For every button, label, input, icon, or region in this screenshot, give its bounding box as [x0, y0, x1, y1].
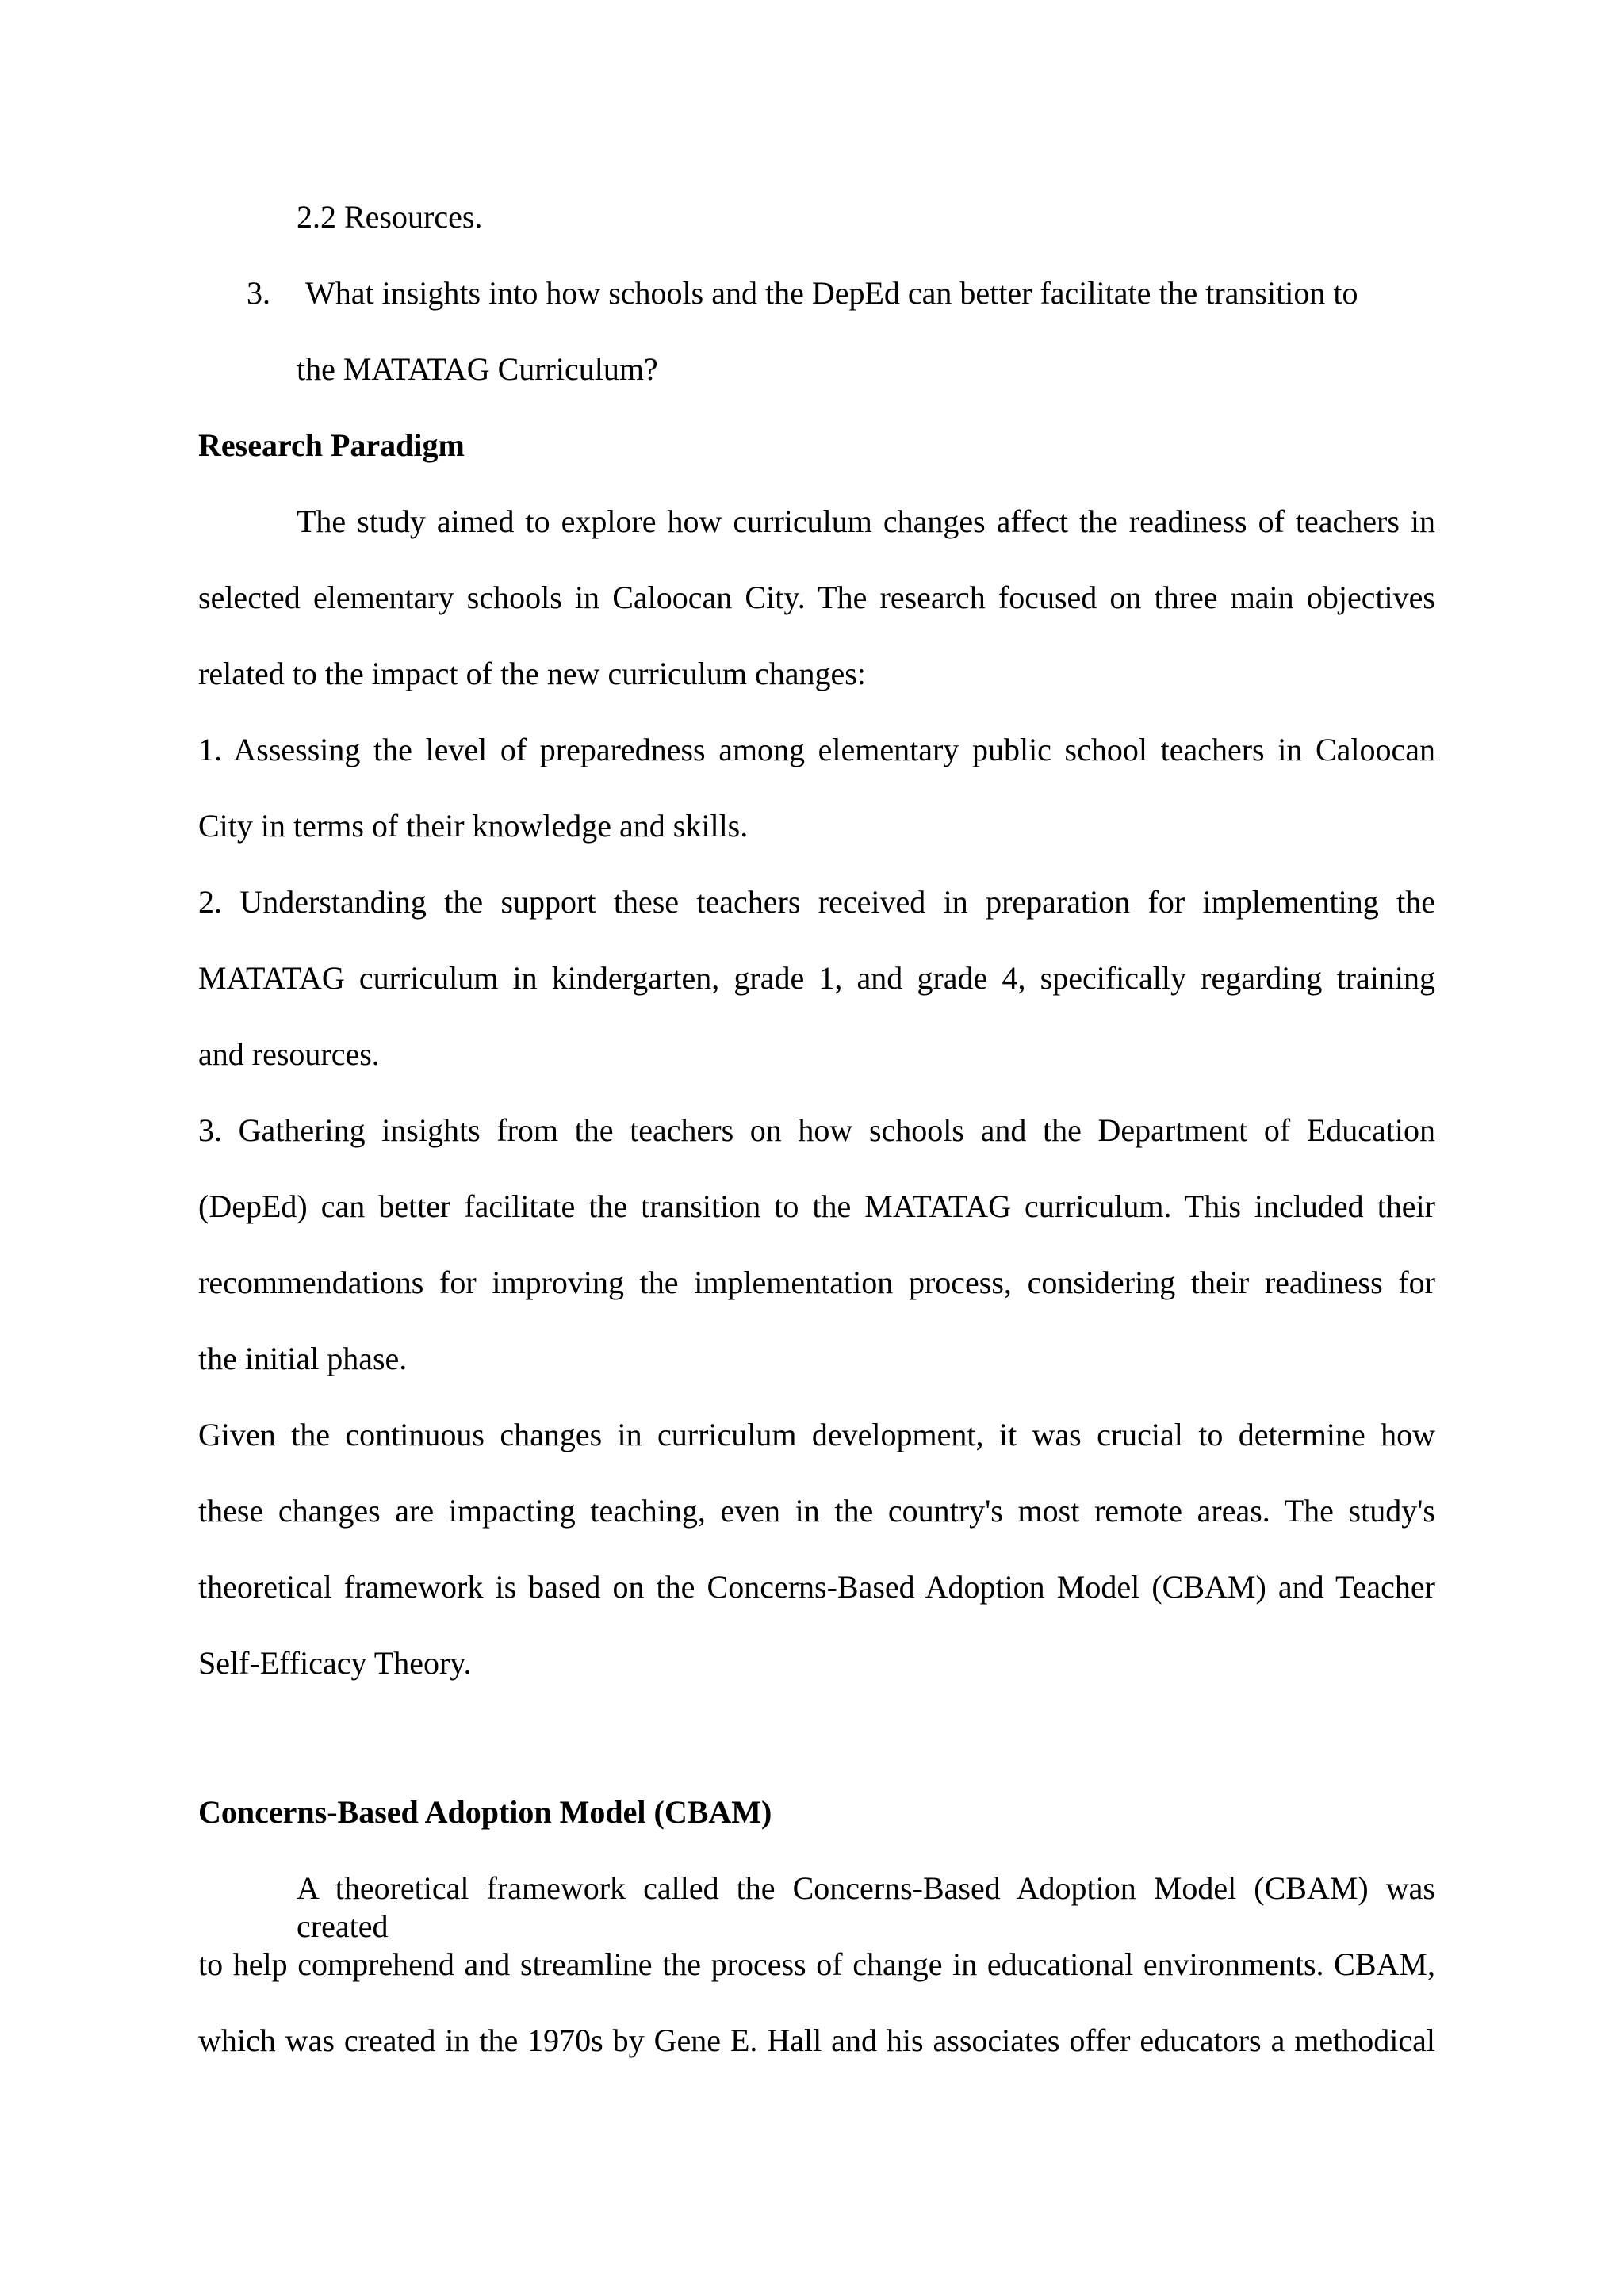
- cbam-paragraph-line: A theoretical framework called the Concerns-Based Adoption Model (CBAM) was created: [297, 1870, 1435, 1944]
- research-paradigm-heading: Research Paradigm: [198, 427, 465, 463]
- objective-3-line: recommendations for improving the implementation process, considering their readiness for: [198, 1265, 1435, 1300]
- objective-2-line: MATATAG curriculum in kindergarten, grade 1, and grade 4, specifically regarding training: [198, 960, 1435, 996]
- objective-1-line: City in terms of their knowledge and skills.: [198, 808, 749, 844]
- conclusion-line: these changes are impacting teaching, even in the country's most remote areas. The study's: [198, 1493, 1435, 1529]
- paragraph-line: selected elementary schools in Caloocan City. The research focused on three main objectives: [198, 580, 1435, 615]
- objective-3-line: (DepEd) can better facilitate the transition to the MATATAG curriculum. This included their: [198, 1188, 1435, 1224]
- conclusion-line: Given the continuous changes in curriculum development, it was crucial to determine how: [198, 1417, 1435, 1452]
- objective-2-line: and resources.: [198, 1036, 380, 1072]
- cbam-paragraph-line: to help comprehend and streamline the process of change in educational environments. CBAM,: [198, 1946, 1435, 1982]
- objective-2-line: 2. Understanding the support these teachers received in preparation for implementing the: [198, 884, 1435, 920]
- objective-1-line: 1. Assessing the level of preparedness among elementary public school teachers in Caloocan: [198, 732, 1435, 767]
- paragraph-line: The study aimed to explore how curriculum changes affect the readiness of teachers in: [297, 503, 1435, 539]
- conclusion-line: theoretical framework is based on the Concerns-Based Adoption Model (CBAM) and Teacher: [198, 1569, 1435, 1605]
- cbam-heading: Concerns-Based Adoption Model (CBAM): [198, 1794, 772, 1830]
- question-3-line: What insights into how schools and the DepEd can better facilitate the transition to: [305, 275, 1358, 311]
- conclusion-line: Self-Efficacy Theory.: [198, 1645, 472, 1681]
- question-3-line: the MATATAG Curriculum?: [297, 351, 658, 387]
- objective-3-line: 3. Gathering insights from the teachers on how schools and the Department of Education: [198, 1112, 1435, 1148]
- paragraph-line: related to the impact of the new curriculum changes:: [198, 656, 866, 691]
- cbam-paragraph-line: which was created in the 1970s by Gene E. Hall and his associates offer educators a methodical: [198, 2022, 1435, 2058]
- objective-3-line: the initial phase.: [198, 1341, 408, 1376]
- question-3-number: 3.: [247, 275, 270, 311]
- list-item-2-2: 2.2 Resources.: [297, 199, 483, 235]
